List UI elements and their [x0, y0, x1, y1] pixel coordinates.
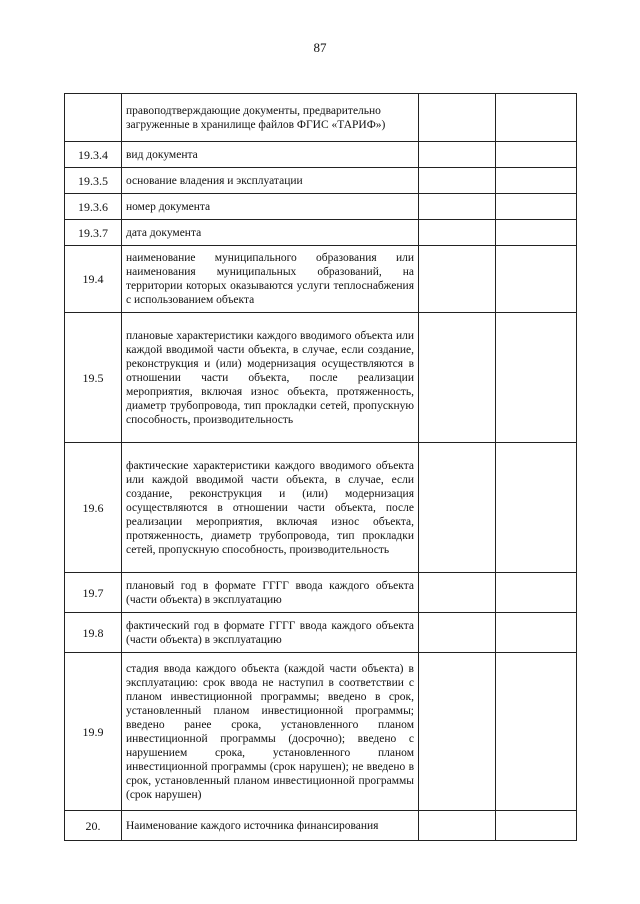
empty-cell	[419, 653, 496, 811]
row-number: 19.9	[65, 653, 122, 811]
table-row	[65, 653, 577, 811]
row-number: 19.4	[65, 246, 122, 313]
row-description: основание владения и эксплуатации	[122, 168, 419, 194]
row-description: Наименование каждого источника финансирования	[122, 811, 419, 841]
table-row	[65, 142, 577, 168]
table-row	[65, 573, 577, 613]
table-row	[65, 220, 577, 246]
row-number	[65, 94, 122, 142]
row-number: 19.3.5	[65, 168, 122, 194]
page-number: 87	[313, 40, 327, 55]
empty-cell	[419, 443, 496, 573]
empty-cell	[419, 220, 496, 246]
row-description: наименование муниципального образования или наименования муниципальных образований, на территории которых оказываются услуги теплоснабжения с использованием объекта	[122, 246, 419, 313]
empty-cell	[496, 220, 577, 246]
empty-cell	[419, 168, 496, 194]
empty-cell	[496, 142, 577, 168]
row-number: 20.	[65, 811, 122, 841]
empty-cell	[496, 443, 577, 573]
empty-cell	[496, 613, 577, 653]
row-number: 19.7	[65, 573, 122, 613]
table-row	[65, 94, 577, 142]
empty-cell	[496, 573, 577, 613]
table-row	[65, 168, 577, 194]
table-row	[65, 313, 577, 443]
empty-cell	[419, 94, 496, 142]
empty-cell	[496, 194, 577, 220]
empty-cell	[419, 194, 496, 220]
empty-cell	[496, 811, 577, 841]
table-row	[65, 443, 577, 573]
table-row	[65, 613, 577, 653]
empty-cell	[496, 94, 577, 142]
row-number: 19.8	[65, 613, 122, 653]
requirements-table	[64, 93, 577, 841]
row-description: плановый год в формате ГГГГ ввода каждого объекта (части объекта) в эксплуатацию	[122, 573, 419, 613]
row-number: 19.5	[65, 313, 122, 443]
row-description: дата документа	[122, 220, 419, 246]
row-number: 19.3.4	[65, 142, 122, 168]
row-number: 19.3.7	[65, 220, 122, 246]
row-number: 19.6	[65, 443, 122, 573]
row-description: плановые характеристики каждого вводимого объекта или каждой вводимой части объекта, в случае, если создание, реконструкция и (или) модернизация осуществляются в отношении части объекта, после реализации мероприятия, включая износ объекта, протяженность, диаметр трубопровода, тип прокладки сетей, пропускную способность, производительность	[122, 313, 419, 443]
empty-cell	[419, 811, 496, 841]
empty-cell	[496, 168, 577, 194]
empty-cell	[496, 246, 577, 313]
empty-cell	[419, 246, 496, 313]
row-description: фактический год в формате ГГГГ ввода каждого объекта (части объекта) в эксплуатацию	[122, 613, 419, 653]
row-description: фактические характеристики каждого вводимого объекта или каждой вводимой части объекта, в случае, если создание, реконструкция и (или) модернизация осуществляются в отношении части объекта, после реализации мероприятия, включая износ объекта, протяженность, диаметр трубопровода, тип прокладки сетей, пропускную способность, производительность	[122, 443, 419, 573]
row-description: номер документа	[122, 194, 419, 220]
empty-cell	[496, 653, 577, 811]
table-row	[65, 811, 577, 841]
table-row	[65, 194, 577, 220]
empty-cell	[419, 573, 496, 613]
row-number: 19.3.6	[65, 194, 122, 220]
empty-cell	[419, 613, 496, 653]
row-description: правоподтверждающие документы, предварительно загруженные в хранилище файлов ФГИС «ТАРИФ»)	[122, 94, 419, 142]
row-description: стадия ввода каждого объекта (каждой части объекта) в эксплуатацию: срок ввода не наступил в соответствии с планом инвестиционной программы; введено в срок, установленный планом инвестиционной программы; введено ранее срока, установленного планом инвестиционной программы (досрочно); введено с нарушением срока, установленного планом инвестиционной программы (срок нарушен); не введено в срок, установленный планом инвестиционной программы (срок нарушен)	[122, 653, 419, 811]
empty-cell	[496, 313, 577, 443]
empty-cell	[419, 142, 496, 168]
empty-cell	[419, 313, 496, 443]
table-row	[65, 246, 577, 313]
row-description: вид документа	[122, 142, 419, 168]
